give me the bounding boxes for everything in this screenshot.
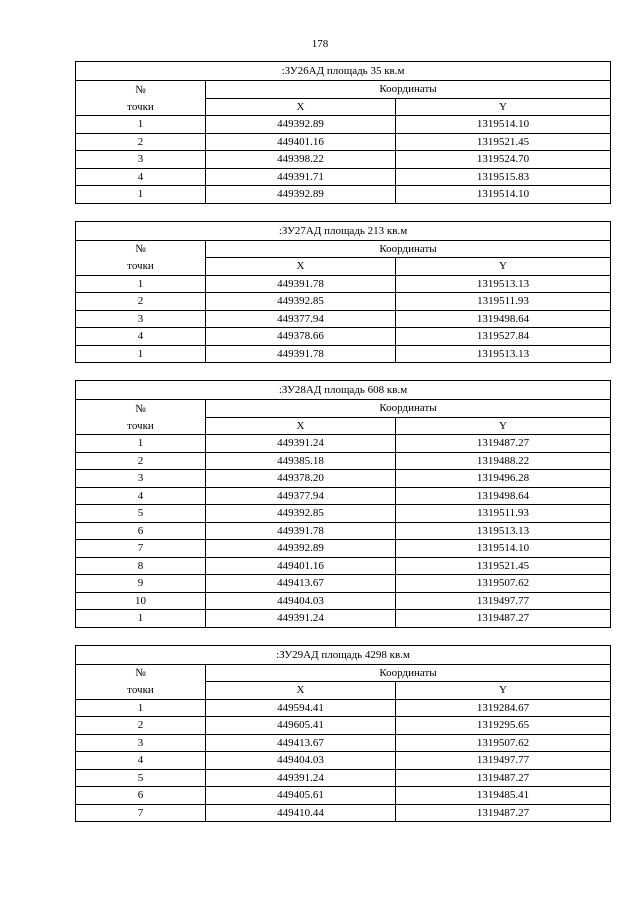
coordinates-header: Координаты bbox=[206, 400, 611, 418]
table-row bbox=[76, 540, 611, 558]
point-number: 8 bbox=[76, 557, 206, 575]
point-number: 2 bbox=[76, 133, 206, 151]
parcel-coordinate-table bbox=[75, 380, 611, 628]
y-coordinate: 1319513.13 bbox=[396, 345, 611, 363]
y-coordinate: 1319507.62 bbox=[396, 575, 611, 593]
x-coordinate: 449404.03 bbox=[206, 592, 396, 610]
table-row bbox=[76, 592, 611, 610]
parcel-coordinate-table bbox=[75, 645, 611, 823]
table-row bbox=[76, 699, 611, 717]
y-coordinate: 1319511.93 bbox=[396, 505, 611, 523]
table-row bbox=[76, 610, 611, 628]
y-coordinate: 1319507.62 bbox=[396, 734, 611, 752]
table-row bbox=[76, 734, 611, 752]
y-coordinate: 1319513.13 bbox=[396, 522, 611, 540]
table-row bbox=[76, 328, 611, 346]
y-header: Y bbox=[396, 682, 611, 700]
table-row bbox=[76, 310, 611, 328]
parcel-title: :ЗУ26АД площадь 35 кв.м bbox=[76, 62, 611, 81]
table-row bbox=[76, 752, 611, 770]
x-coordinate: 449392.89 bbox=[206, 540, 396, 558]
point-number: 1 bbox=[76, 610, 206, 628]
y-coordinate: 1319527.84 bbox=[396, 328, 611, 346]
table-row bbox=[76, 133, 611, 151]
table-row bbox=[76, 345, 611, 363]
point-number: 4 bbox=[76, 168, 206, 186]
point-number: 6 bbox=[76, 787, 206, 805]
y-coordinate: 1319514.10 bbox=[396, 116, 611, 134]
number-sign-header: № bbox=[76, 240, 206, 258]
y-coordinate: 1319521.45 bbox=[396, 133, 611, 151]
y-coordinate: 1319524.70 bbox=[396, 151, 611, 169]
point-number: 3 bbox=[76, 734, 206, 752]
coordinates-header: Координаты bbox=[206, 240, 611, 258]
y-coordinate: 1319511.93 bbox=[396, 293, 611, 311]
table-row bbox=[76, 168, 611, 186]
x-coordinate: 449391.24 bbox=[206, 610, 396, 628]
point-number: 1 bbox=[76, 275, 206, 293]
point-number: 4 bbox=[76, 752, 206, 770]
x-coordinate: 449385.18 bbox=[206, 452, 396, 470]
y-header: Y bbox=[396, 258, 611, 276]
x-coordinate: 449410.44 bbox=[206, 804, 396, 822]
table-row bbox=[76, 452, 611, 470]
coordinate-tables bbox=[75, 61, 610, 839]
table-row bbox=[76, 435, 611, 453]
table-row bbox=[76, 293, 611, 311]
x-coordinate: 449391.78 bbox=[206, 522, 396, 540]
x-coordinate: 449392.85 bbox=[206, 505, 396, 523]
y-coordinate: 1319496.28 bbox=[396, 470, 611, 488]
x-coordinate: 449377.94 bbox=[206, 487, 396, 505]
point-number: 4 bbox=[76, 487, 206, 505]
point-number: 7 bbox=[76, 540, 206, 558]
number-sign-header: № bbox=[76, 400, 206, 418]
point-number: 2 bbox=[76, 717, 206, 735]
table-row bbox=[76, 505, 611, 523]
parcel-coordinate-table bbox=[75, 221, 611, 364]
parcel-title: :ЗУ28АД площадь 608 кв.м bbox=[76, 381, 611, 400]
point-number: 3 bbox=[76, 151, 206, 169]
table-row bbox=[76, 787, 611, 805]
x-coordinate: 449605.41 bbox=[206, 717, 396, 735]
coordinates-header: Координаты bbox=[206, 81, 611, 99]
x-header: X bbox=[206, 258, 396, 276]
point-number: 7 bbox=[76, 804, 206, 822]
y-coordinate: 1319284.67 bbox=[396, 699, 611, 717]
y-coordinate: 1319487.27 bbox=[396, 804, 611, 822]
y-coordinate: 1319514.10 bbox=[396, 540, 611, 558]
x-coordinate: 449377.94 bbox=[206, 310, 396, 328]
x-coordinate: 449378.66 bbox=[206, 328, 396, 346]
table-row bbox=[76, 717, 611, 735]
table-row bbox=[76, 575, 611, 593]
number-sign-header: № bbox=[76, 664, 206, 682]
x-coordinate: 449405.61 bbox=[206, 787, 396, 805]
point-number: 1 bbox=[76, 116, 206, 134]
y-coordinate: 1319515.83 bbox=[396, 168, 611, 186]
x-coordinate: 449404.03 bbox=[206, 752, 396, 770]
x-coordinate: 449392.85 bbox=[206, 293, 396, 311]
point-number: 1 bbox=[76, 186, 206, 204]
x-header: X bbox=[206, 682, 396, 700]
x-coordinate: 449391.71 bbox=[206, 168, 396, 186]
y-coordinate: 1319487.27 bbox=[396, 769, 611, 787]
y-coordinate: 1319514.10 bbox=[396, 186, 611, 204]
number-sign-header: № bbox=[76, 81, 206, 99]
x-header: X bbox=[206, 417, 396, 435]
point-header: точки bbox=[76, 417, 206, 435]
y-coordinate: 1319521.45 bbox=[396, 557, 611, 575]
table-row bbox=[76, 116, 611, 134]
x-coordinate: 449413.67 bbox=[206, 575, 396, 593]
coordinates-header: Координаты bbox=[206, 664, 611, 682]
y-header: Y bbox=[396, 417, 611, 435]
page-number: 178 bbox=[311, 38, 329, 50]
point-number: 1 bbox=[76, 345, 206, 363]
parcel-coordinate-table bbox=[75, 61, 611, 204]
y-coordinate: 1319497.77 bbox=[396, 752, 611, 770]
y-coordinate: 1319487.27 bbox=[396, 435, 611, 453]
x-coordinate: 449378.20 bbox=[206, 470, 396, 488]
x-header: X bbox=[206, 98, 396, 116]
point-number: 3 bbox=[76, 470, 206, 488]
parcel-title: :ЗУ27АД площадь 213 кв.м bbox=[76, 221, 611, 240]
point-number: 1 bbox=[76, 699, 206, 717]
table-row bbox=[76, 522, 611, 540]
y-header: Y bbox=[396, 98, 611, 116]
x-coordinate: 449392.89 bbox=[206, 186, 396, 204]
table-row bbox=[76, 557, 611, 575]
x-coordinate: 449391.24 bbox=[206, 435, 396, 453]
point-header: точки bbox=[76, 258, 206, 276]
x-coordinate: 449392.89 bbox=[206, 116, 396, 134]
table-row bbox=[76, 804, 611, 822]
y-coordinate: 1319497.77 bbox=[396, 592, 611, 610]
y-coordinate: 1319487.27 bbox=[396, 610, 611, 628]
point-number: 6 bbox=[76, 522, 206, 540]
table-row bbox=[76, 186, 611, 204]
point-number: 5 bbox=[76, 505, 206, 523]
table-row bbox=[76, 470, 611, 488]
x-coordinate: 449594.41 bbox=[206, 699, 396, 717]
y-coordinate: 1319485.41 bbox=[396, 787, 611, 805]
y-coordinate: 1319498.64 bbox=[396, 310, 611, 328]
x-coordinate: 449391.78 bbox=[206, 275, 396, 293]
point-header: точки bbox=[76, 682, 206, 700]
x-coordinate: 449401.16 bbox=[206, 557, 396, 575]
point-number: 4 bbox=[76, 328, 206, 346]
table-row bbox=[76, 769, 611, 787]
point-number: 3 bbox=[76, 310, 206, 328]
table-row bbox=[76, 151, 611, 169]
point-number: 5 bbox=[76, 769, 206, 787]
x-coordinate: 449391.78 bbox=[206, 345, 396, 363]
point-number: 10 bbox=[76, 592, 206, 610]
y-coordinate: 1319488.22 bbox=[396, 452, 611, 470]
point-header: точки bbox=[76, 98, 206, 116]
y-coordinate: 1319513.13 bbox=[396, 275, 611, 293]
x-coordinate: 449401.16 bbox=[206, 133, 396, 151]
x-coordinate: 449413.67 bbox=[206, 734, 396, 752]
y-coordinate: 1319498.64 bbox=[396, 487, 611, 505]
table-row bbox=[76, 275, 611, 293]
point-number: 2 bbox=[76, 293, 206, 311]
x-coordinate: 449398.22 bbox=[206, 151, 396, 169]
x-coordinate: 449391.24 bbox=[206, 769, 396, 787]
parcel-title: :ЗУ29АД площадь 4298 кв.м bbox=[76, 645, 611, 664]
point-number: 1 bbox=[76, 435, 206, 453]
table-row bbox=[76, 487, 611, 505]
point-number: 2 bbox=[76, 452, 206, 470]
y-coordinate: 1319295.65 bbox=[396, 717, 611, 735]
point-number: 9 bbox=[76, 575, 206, 593]
